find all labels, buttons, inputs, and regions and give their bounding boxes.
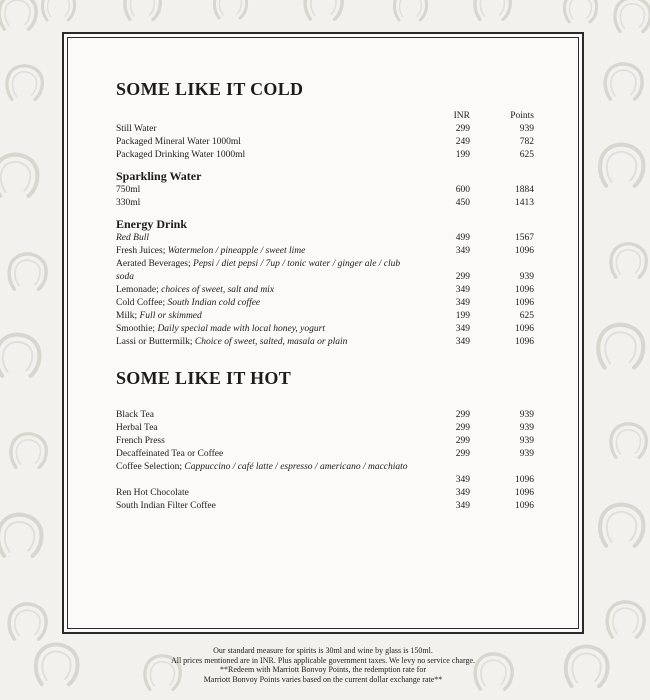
item-price-points: 625 — [519, 150, 534, 160]
item-price-inr: 349 — [455, 488, 470, 498]
menu-content — [116, 76, 536, 513]
item-price-points: 1096 — [515, 501, 534, 511]
item-price-points: 939 — [519, 124, 534, 134]
column-header-points: Points — [510, 111, 534, 121]
menu-item — [116, 184, 536, 197]
item-price-inr: 349 — [455, 337, 470, 347]
item-price-points: 1413 — [515, 198, 534, 208]
menu-item — [116, 258, 536, 284]
item-price-inr: 199 — [455, 311, 470, 321]
item-name: Packaged Drinking Water 1000ml — [116, 150, 246, 160]
item-price-inr: 299 — [455, 449, 470, 459]
item-name — [116, 245, 305, 258]
item-label: Cold Coffee; — [116, 298, 168, 308]
column-header-inr: INR — [453, 111, 470, 121]
item-label: Coffee Selection; — [116, 462, 185, 472]
section-title-hot: SOME LIKE IT HOT — [116, 368, 292, 388]
item-price-inr: 299 — [455, 124, 470, 134]
menu-item — [116, 232, 536, 245]
item-price-inr: 349 — [455, 285, 470, 295]
item-price-inr: 249 — [455, 137, 470, 147]
menu-item — [116, 461, 536, 487]
footer-note-prices: All prices mentioned are in INR. Plus applicable government taxes. We levy no service charge. — [170, 655, 476, 665]
item-price-points: 782 — [519, 137, 534, 147]
menu-item — [116, 435, 536, 448]
item-price-inr: 450 — [455, 198, 470, 208]
menu-item — [116, 448, 536, 461]
item-price-points: 1567 — [515, 233, 534, 243]
column-headers — [116, 110, 536, 123]
item-label: Fresh Juices; — [116, 246, 168, 256]
item-price-points: 1096 — [515, 298, 534, 308]
menu-item — [116, 409, 536, 422]
section-title-cold: SOME LIKE IT COLD — [116, 79, 304, 99]
item-label: Lemonade; — [116, 285, 162, 295]
item-description: Full or skimmed — [139, 311, 202, 321]
menu-item — [116, 487, 536, 500]
item-name: Herbal Tea — [116, 423, 158, 433]
item-price-inr: 349 — [455, 246, 470, 256]
item-description: Watermelon / pineapple / sweet lime — [167, 246, 306, 256]
menu-item — [116, 500, 536, 513]
menu-item — [116, 310, 536, 323]
item-price-inr: 349 — [455, 298, 470, 308]
item-price-points: 939 — [519, 436, 534, 446]
item-label: Aerated Beverages; — [116, 259, 194, 269]
item-name — [116, 297, 260, 310]
menu-item — [116, 284, 536, 297]
item-name — [116, 323, 325, 336]
item-price-inr: 299 — [455, 423, 470, 433]
item-price-points: 1096 — [515, 324, 534, 334]
item-price-points: 625 — [519, 311, 534, 321]
item-price-inr: 349 — [455, 475, 470, 485]
item-price-inr: 299 — [455, 436, 470, 446]
item-name — [116, 258, 416, 284]
menu-card — [62, 32, 584, 634]
item-description: choices of sweet, salt and mix — [161, 285, 275, 295]
item-name: 330ml — [116, 198, 141, 208]
menu-item — [116, 422, 536, 435]
item-price-inr: 349 — [455, 324, 470, 334]
item-price-inr: 299 — [455, 272, 470, 282]
item-name: Packaged Mineral Water 1000ml — [116, 137, 241, 147]
item-name — [116, 310, 202, 323]
item-price-inr: 600 — [455, 185, 470, 195]
menu-item — [116, 297, 536, 310]
item-name: Still Water — [116, 124, 157, 134]
subsection-title-sparkling-water: Sparkling Water — [116, 169, 202, 183]
item-name — [116, 336, 347, 349]
footer-note-bonvoy: **Redeem with Marriott Bonvoy Points, the redemption rate for — [220, 665, 426, 674]
item-price-inr: 349 — [455, 501, 470, 511]
item-name: 750ml — [116, 185, 141, 195]
item-price-points: 1096 — [515, 337, 534, 347]
menu-item — [116, 136, 536, 149]
item-price-points: 1884 — [515, 185, 534, 195]
item-price-inr: 499 — [455, 233, 470, 243]
menu-item — [116, 123, 536, 136]
menu-item — [116, 323, 536, 336]
item-price-points: 939 — [519, 410, 534, 420]
item-name: Ren Hot Chocolate — [116, 488, 189, 498]
item-price-inr: 299 — [455, 410, 470, 420]
item-label: Smoothie; — [116, 324, 158, 334]
menu-item — [116, 245, 536, 258]
item-description: Pepsi / diet pepsi / 7up / tonic water / ginger ale / club soda — [116, 259, 401, 282]
footer-note-bonvoy-rate: Marriott Bonvoy Points varies based on the current dollar exchange rate** — [203, 674, 443, 684]
item-name — [116, 461, 416, 474]
item-price-points: 1096 — [515, 475, 534, 485]
item-price-points: 939 — [519, 272, 534, 282]
menu-item — [116, 336, 536, 349]
item-name — [116, 284, 274, 297]
item-name: Decaffeinated Tea or Coffee — [116, 449, 224, 459]
item-price-points: 939 — [519, 423, 534, 433]
item-description: Choice of sweet, salted, masala or plain — [194, 337, 348, 347]
item-description: South Indian cold coffee — [167, 298, 261, 308]
item-price-inr: 199 — [455, 150, 470, 160]
item-name — [116, 232, 149, 245]
item-name: French Press — [116, 436, 165, 446]
subsection-title-energy-drink: Energy Drink — [116, 217, 188, 231]
item-description: Cappuccino / café latte / espresso / americano / macchiato — [184, 462, 408, 472]
item-price-points: 1096 — [515, 488, 534, 498]
menu-item — [116, 197, 536, 210]
menu-footer-notes — [62, 646, 584, 684]
item-price-points: 939 — [519, 449, 534, 459]
item-price-points: 1096 — [515, 246, 534, 256]
item-name: South Indian Filter Coffee — [116, 501, 216, 511]
item-description: Red Bull — [116, 233, 149, 243]
footer-note-measures: Our standard measure for spirits is 30ml and wine by glass is 150ml. — [213, 646, 433, 655]
menu-item — [116, 149, 536, 162]
item-price-points: 1096 — [515, 285, 534, 295]
item-description: Daily special made with local honey, yogurt — [157, 324, 325, 334]
item-label: Lassi or Buttermilk; — [116, 337, 195, 347]
item-name: Black Tea — [116, 410, 154, 420]
item-label: Milk; — [116, 311, 140, 321]
